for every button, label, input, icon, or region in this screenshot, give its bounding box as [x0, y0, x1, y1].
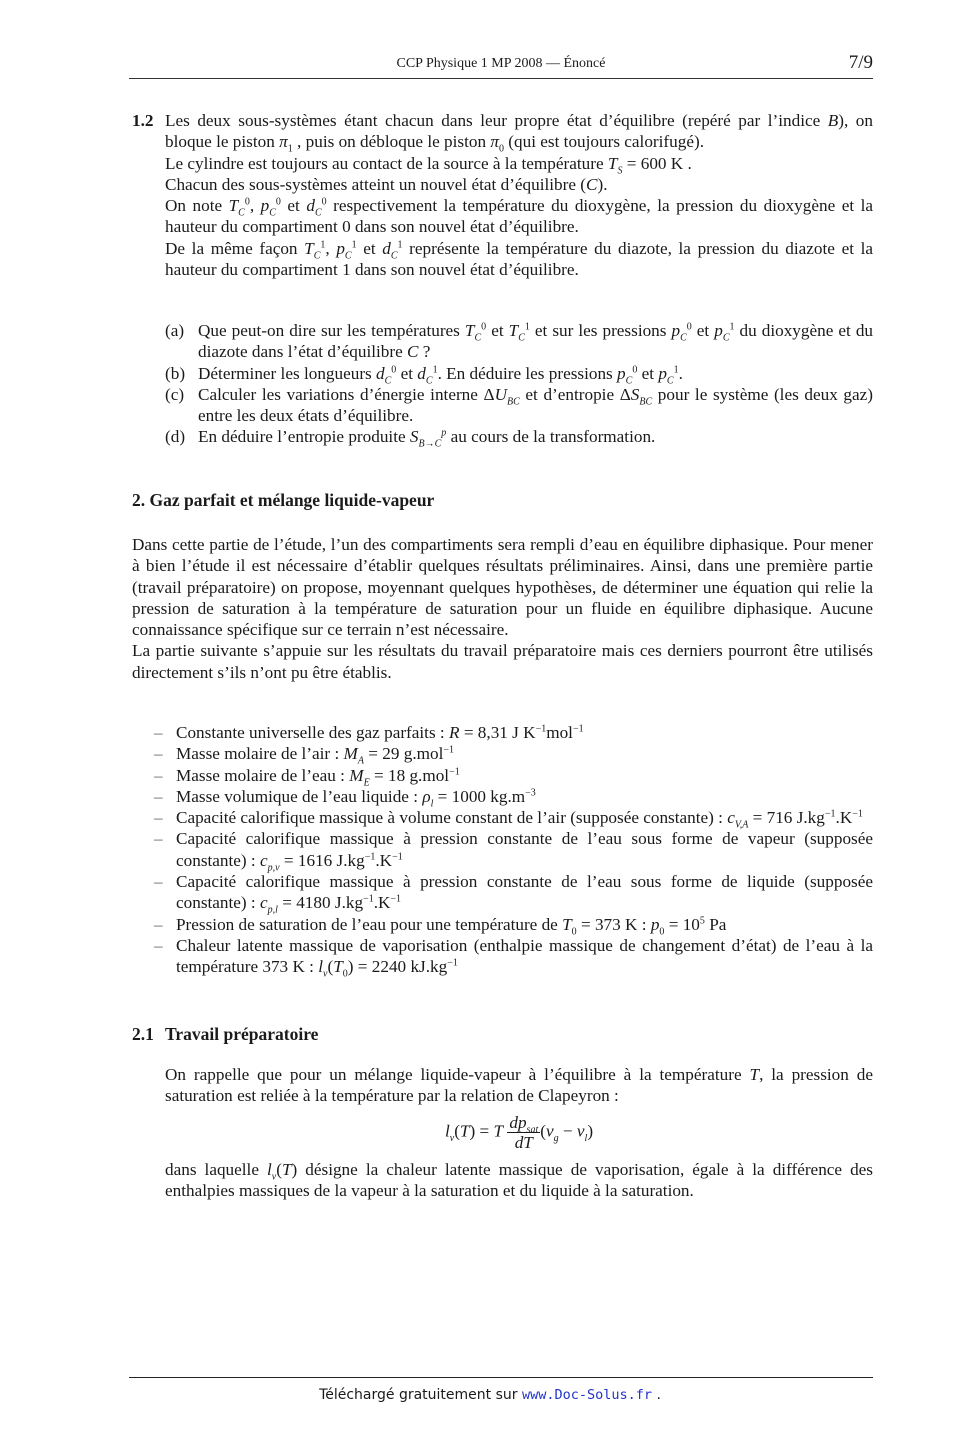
data-list	[132, 722, 873, 978]
section-2-intro-p2: La partie suivante s’appuie sur les résultats du travail préparatoire mais ces derniers pourront être utilisés directement s’ils n’ont pu être établis.	[132, 641, 873, 682]
header-title: CCP Physique 1 MP 2008 — Énoncé	[396, 56, 606, 71]
dash-icon: –	[154, 808, 163, 828]
page-header	[129, 52, 873, 79]
clapeyron-formula: $l_v(T) = T$ $\frac{dp_{sat}}{dT}$ $(v_g - v_l)$	[444, 1112, 594, 1152]
dash-icon: –	[154, 786, 163, 806]
data-item: – Masse volumique de l’eau liquide : $\rho_l = 1000$ $kg.m^{-3}$	[154, 786, 536, 810]
dash-icon: –	[154, 723, 163, 742]
question-d-label: (d)	[165, 427, 186, 447]
q12-p4: On note $T_C^0$, $p_C^0$ et $d_C^0$ respectivement la température du dioxygène, la pression du dioxygène et la hauteur du compartiment 0 dans son nouvel état d’équilibre.	[165, 196, 874, 237]
question-b	[165, 363, 873, 387]
section-2-1-p2: dans laquelle $l_v(T)$ désigne la chaleur latente massique de vaporisation, égale à la différence des enthalpies massiques de la vapeur à la saturation et du liquide à la saturation.	[165, 1159, 873, 1200]
data-item: – Masse molaire de l’eau : $M_E = 18$ g.mol$^{-1}$	[154, 765, 460, 789]
dash-icon: –	[154, 765, 163, 785]
section-2-1-body	[132, 1064, 873, 1201]
footer-link[interactable]: www.Doc-Solus.fr	[521, 1387, 653, 1403]
page-number: 7/9	[848, 52, 873, 73]
dash-icon: –	[154, 829, 163, 849]
question-c-label: (c)	[165, 384, 185, 404]
data-item: – Pression de saturation de l’eau pour une température de $T_0 = 373$ K : $p_0 = 10^5$ Pa	[154, 914, 727, 938]
footer-divider	[129, 1377, 873, 1378]
section-2-1-title	[132, 1024, 873, 1045]
question-c-text: Calculer les variations d’énergie interne $\Delta U_{BC}$ et d’entropie $\Delta S_{BC}$ pour le système (les deux gaz) entre les deux états d’équilibre.	[198, 384, 874, 426]
section-2-intro	[132, 534, 873, 683]
data-item: – Capacité calorifique massique à pression constante de l’eau sous forme de vapeur (supposée constante) : $c_{p,v} = 1616$ $J.kg^{-1}.K^{-1}$	[154, 829, 873, 874]
q12-p3: Chacun des sous-systèmes atteint un nouvel état d’équilibre (C).	[165, 174, 608, 194]
page-footer	[0, 1387, 980, 1403]
question-b-label: (b)	[165, 363, 186, 383]
question-b-text: Déterminer les longueurs $d_C^0$ et $d_C^1$. En déduire les pressions $p_C^0$ et $p_C^1$.	[198, 363, 683, 387]
section-2-1-number: 2.1	[132, 1024, 154, 1044]
q12-p2: Le cylindre est toujours au contact de la source à la température $T_S = 600$ K .	[165, 153, 692, 177]
question-d-text: En déduire l’entropie produite $S_{B\to C}^p$ au cours de la transformation.	[198, 427, 656, 450]
section-2-1-label: Travail préparatoire	[165, 1024, 319, 1044]
data-item: – Capacité calorifique massique à volume constant de l’air (supposée constante) : $c_{V,A} = 716$ $J.kg^{-1}.K^{-1}$	[154, 808, 863, 831]
data-item: – Chaleur latente massique de vaporisation (enthalpie massique de changement d’état) de l’eau à la température 373 K : $l_v(T_0) = 2240$ $kJ.kg^{-1}$	[154, 935, 873, 980]
section-2-intro-p1: Dans cette partie de l’étude, l’un des compartiments sera rempli d’eau en équilibre diphasique. Pour mener à bien l’étude il est nécessaire d’établir quelques résultats préliminaires. Ainsi, dans une première partie (travail préparatoire) on propose, moyennant quelques hypothèses, de déterminer une équation qui relie la pression de saturation à la température de saturation pour un fluide en équilibre diphasique. Aucune connaissance spécifique sur ce terrain n’est nécessaire.	[132, 535, 873, 640]
footer-suffix: .	[652, 1387, 661, 1403]
question-1-2	[132, 110, 873, 280]
dash-icon: –	[154, 914, 163, 934]
q12-p1: Les deux sous-systèmes étant chacun dans leur propre état d’équilibre (repéré par l’indice B), on bloque le piston $\pi_1$ , puis on débloque le piston $\pi_0$ (qui est toujours calorifugé).	[165, 111, 873, 155]
q12-intro	[132, 110, 873, 153]
section-2-title: 2. Gaz parfait et mélange liquide-vapeur	[132, 490, 435, 510]
q12-questions	[132, 320, 873, 448]
question-d	[165, 426, 873, 450]
question-a-text: Que peut-on dire sur les températures $T_C^0$ et $T_C^1$ et sur les pressions $p_C^0$ et $p_C^1$ du dioxygène et du diazote dans l’état d’équilibre C ?	[198, 321, 874, 362]
question-c	[165, 384, 873, 427]
data-item: – Capacité calorifique massique à pression constante de l’eau sous forme de liquide (supposée constante) : $c_{p,l} = 4180$ $J.kg^{-1}.K^{-1}$	[154, 872, 873, 916]
dash-icon: –	[154, 872, 163, 892]
section-2-1-p1: On rappelle que pour un mélange liquide-vapeur à l’équilibre à la température T, la pression de saturation est reliée à la température par la relation de Clapeyron :	[165, 1065, 873, 1106]
dash-icon: –	[154, 744, 163, 764]
question-a	[165, 320, 873, 363]
q12-number: 1.2	[132, 111, 154, 130]
dash-icon: –	[154, 935, 163, 955]
data-item: – Masse molaire de l’air : $M_A = 29$ g.mol$^{-1}$	[154, 744, 455, 767]
q12-p5: De la même façon $T_C^1$, $p_C^1$ et $d_C^1$ représente la température du diazote, la pression du diazote et la hauteur du compartiment 1 dans son nouvel état d’équilibre.	[165, 238, 874, 280]
footer-text: Téléchargé gratuitement sur	[319, 1387, 518, 1403]
data-item: – Constante universelle des gaz parfaits : R = 8,31 J $K^{-1}mol^{-1}$	[154, 723, 584, 742]
question-a-label: (a)	[165, 321, 185, 340]
